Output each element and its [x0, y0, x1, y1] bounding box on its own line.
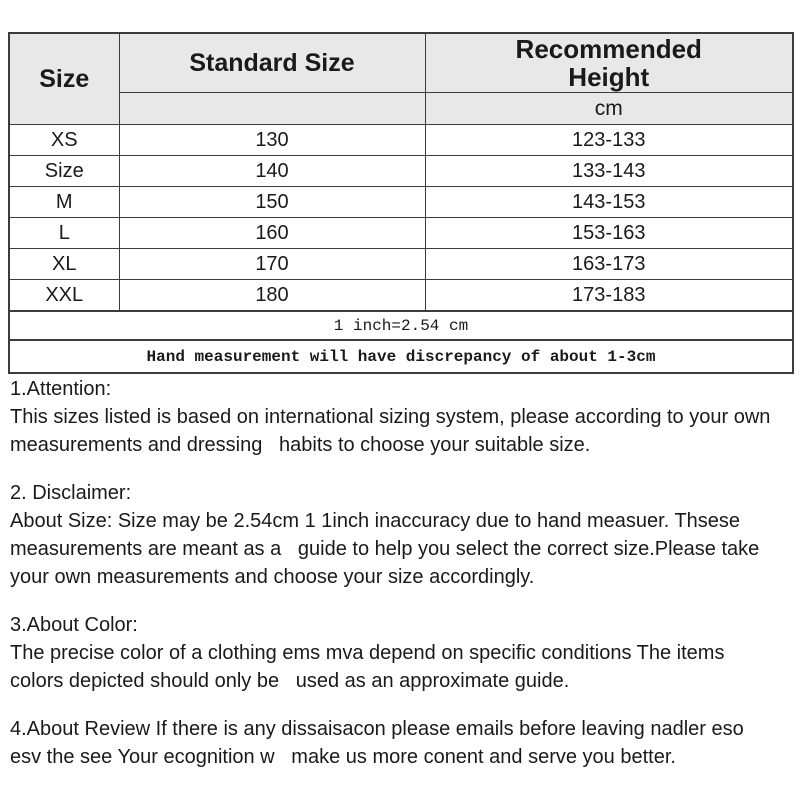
- standard-size-cell: 140: [119, 156, 425, 187]
- height-cell: 123-133: [425, 125, 793, 156]
- hand-measurement-note: Hand measurement will have discrepancy of about 1-3cm: [9, 340, 793, 373]
- disclaimer-text-line: About Size: Size may be 2.54cm 1 1inch inaccuracy due to hand measuer. Thsese: [10, 510, 741, 532]
- header-row-units: [9, 93, 793, 125]
- size-cell: Size: [9, 156, 119, 187]
- height-cell: 133-143: [425, 156, 793, 187]
- size-chart-table: [8, 32, 794, 374]
- table-row: [9, 249, 793, 280]
- height-cell: 163-173: [425, 249, 793, 280]
- about-review-text-line: esv the see Your ecognition w make us more conent and serve you better.: [10, 746, 676, 768]
- height-cell: 153-163: [425, 218, 793, 249]
- about-review-text-line: 4.About Review If there is any dissaisacon please emails before leaving nadler eso: [10, 718, 744, 740]
- standard-size-cell: 130: [119, 125, 425, 156]
- height-cell: 143-153: [425, 187, 793, 218]
- header-recommended-height-label: Recommended Height: [515, 34, 702, 92]
- header-row-main: [9, 33, 793, 93]
- disclaimer-text-line: your own measurements and choose your size accordingly.: [10, 566, 535, 588]
- header-size: Size: [9, 33, 119, 125]
- table-row: [9, 187, 793, 218]
- notes-text-block: [10, 363, 798, 791]
- table-row: [9, 280, 793, 312]
- inch-conversion-note: 1 inch=2.54 cm: [9, 311, 793, 340]
- attention-text-line: This sizes listed is based on international sizing system, please according to your own: [10, 406, 771, 428]
- attention-text-line: measurements and dressing habits to choose your suitable size.: [10, 434, 591, 456]
- about-color-text-line: The precise color of a clothing ems mva depend on specific conditions The items: [10, 642, 725, 664]
- size-cell: XL: [9, 249, 119, 280]
- header-unit-cm: cm: [425, 93, 793, 125]
- size-cell: XS: [9, 125, 119, 156]
- table-row: [9, 125, 793, 156]
- disclaimer-section: [10, 479, 798, 591]
- standard-size-cell: 160: [119, 218, 425, 249]
- disclaimer-text-line: measurements are meant as a guide to help you select the correct size.Please take: [10, 538, 760, 560]
- table-row: [9, 218, 793, 249]
- header-recommended-height: [425, 33, 793, 93]
- height-cell: 173-183: [425, 280, 793, 312]
- about-color-text-line: colors depicted should only be used as an approximate guide.: [10, 670, 570, 692]
- standard-size-cell: 180: [119, 280, 425, 312]
- attention-section: [10, 375, 798, 459]
- about-color-heading: 3.About Color:: [10, 614, 138, 636]
- size-cell: M: [9, 187, 119, 218]
- table-row: [9, 156, 793, 187]
- about-review-section: [10, 715, 798, 771]
- header-sub-standard: [119, 93, 425, 125]
- standard-size-cell: 170: [119, 249, 425, 280]
- header-standard-size: Standard Size: [119, 33, 425, 93]
- size-cell: XXL: [9, 280, 119, 312]
- size-cell: L: [9, 218, 119, 249]
- about-color-section: [10, 611, 798, 695]
- inch-conversion-row: [9, 311, 793, 340]
- disclaimer-heading: 2. Disclaimer:: [10, 482, 132, 504]
- attention-heading: 1.Attention:: [10, 378, 112, 400]
- standard-size-cell: 150: [119, 187, 425, 218]
